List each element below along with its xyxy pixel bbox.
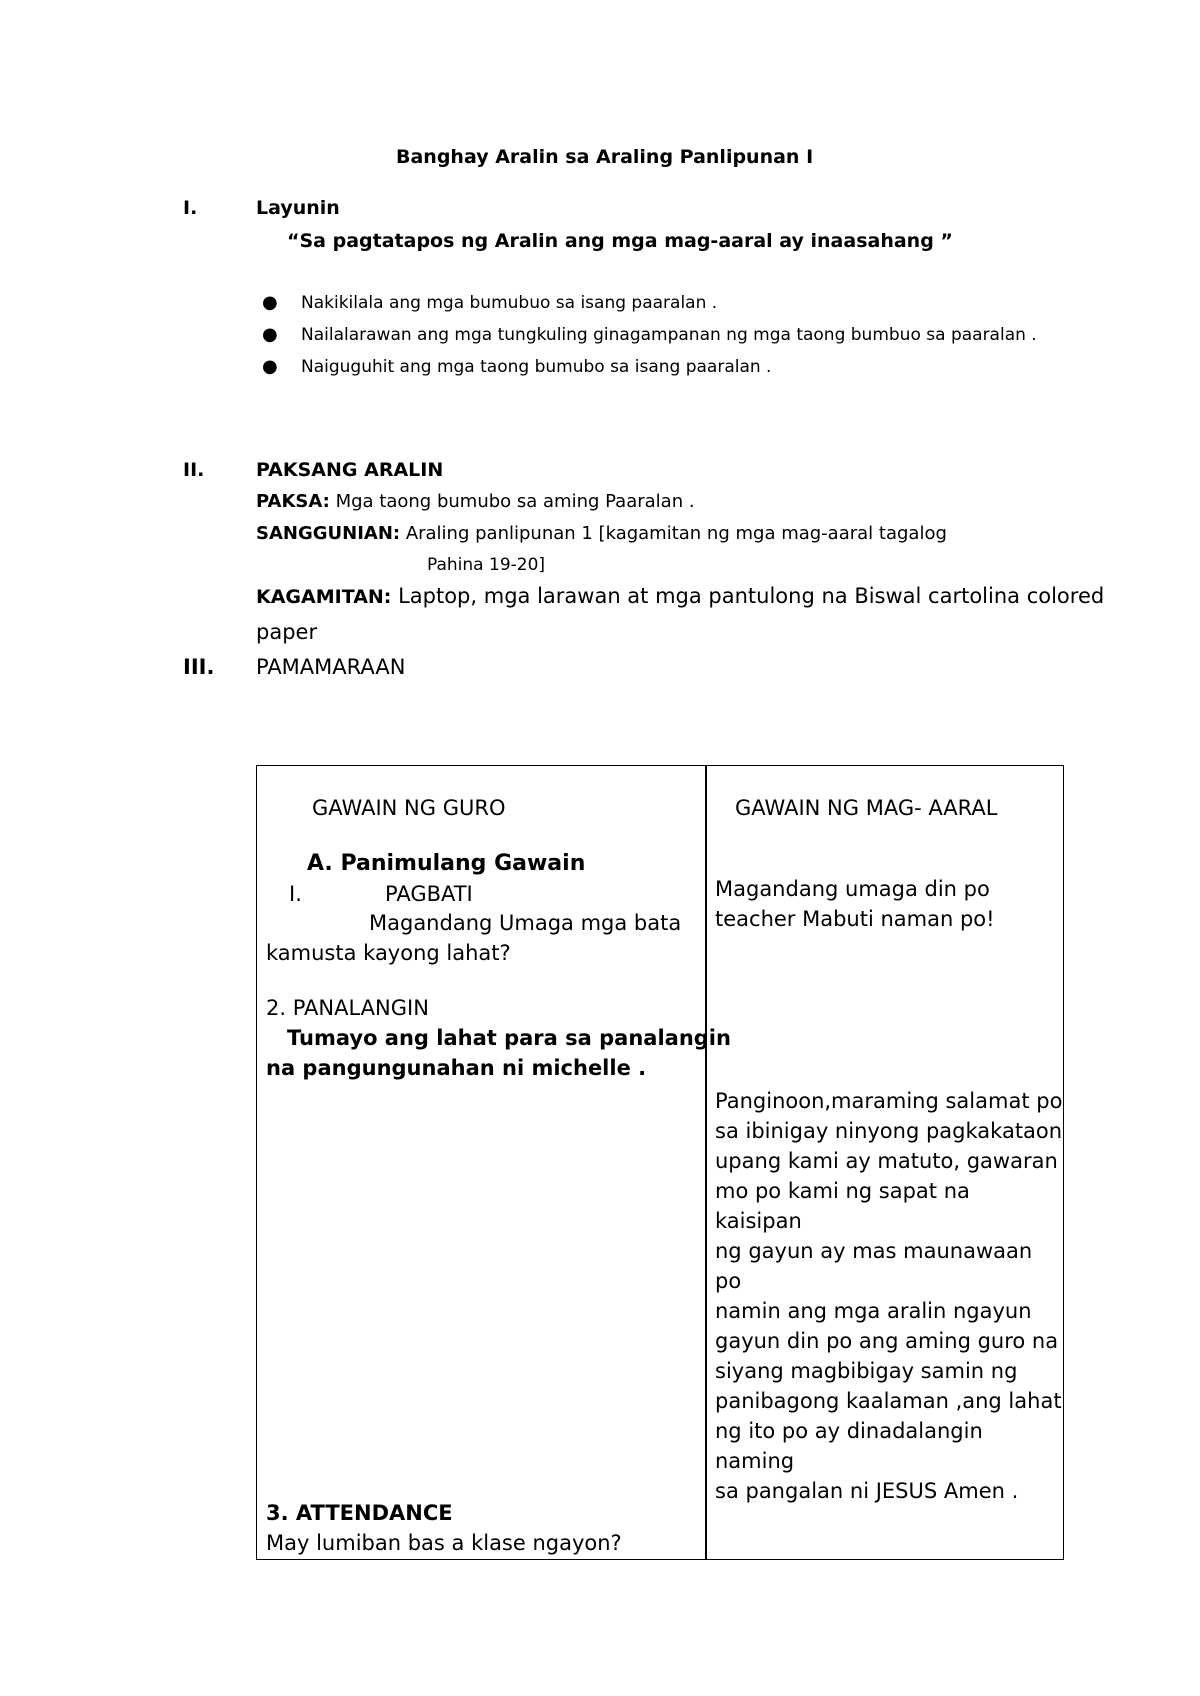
objective-quote: “Sa pagtatapos ng Aralin ang mga mag-aaral ay inaasahang ” [287, 230, 953, 252]
procedure-table [256, 765, 1064, 1560]
section-1-numeral: I. [183, 197, 198, 219]
sanggunian-page: Pahina 19-20] [427, 555, 546, 575]
item-3-title: 3. ATTENDANCE [266, 1501, 453, 1525]
attendance-question: May lumiban bas a klase ngayon? [266, 1531, 622, 1555]
teacher-column-header: GAWAIN NG GURO [312, 796, 506, 820]
item-1-title: PAGBATI [385, 882, 473, 906]
kagamitan-row [256, 584, 1104, 608]
bullet-dot-icon: ● [262, 324, 278, 345]
student-column-header: GAWAIN NG MAG- AARAL [735, 796, 998, 820]
objective-item: Naiguguhit ang mga taong bumubo sa isang paaralan . [301, 357, 772, 377]
subsection-a: A. Panimulang Gawain [307, 851, 586, 876]
prayer-instruction-line-1: Tumayo ang lahat para sa panalangin [287, 1026, 731, 1050]
greeting-line-2: kamusta kayong lahat? [266, 941, 511, 965]
objective-item: Nailalarawan ang mga tungkuling ginagampanan ng mga taong bumbuo sa paaralan . [301, 325, 1037, 345]
paksa-row [256, 491, 695, 512]
section-2-numeral: II. [183, 459, 205, 481]
document-title: Banghay Aralin sa Araling Panlipunan I [396, 146, 814, 168]
bullet-dot-icon: ● [262, 292, 278, 313]
section-3-numeral: III. [183, 655, 215, 679]
bullet-dot-icon: ● [262, 356, 278, 377]
paksa-label: PAKSA: [256, 491, 330, 512]
sanggunian-row [256, 523, 947, 544]
section-2-heading: PAKSANG ARALIN [256, 459, 444, 481]
section-3-heading: PAMAMARAAN [256, 655, 406, 679]
kagamitan-continued: paper [256, 620, 318, 644]
paksa-value: Mga taong bumubo sa aming Paaralan . [329, 491, 695, 512]
sanggunian-value: Araling panlipunan 1 [kagamitan ng mga mag-aaral tagalog [400, 523, 947, 544]
item-2-title: 2. PANALANGIN [266, 996, 429, 1020]
item-1-numeral: I. [289, 882, 302, 906]
sanggunian-label: SANGGUNIAN: [256, 523, 401, 544]
objective-item: Nakikilala ang mga bumubuo sa isang paaralan . [301, 293, 718, 313]
student-greeting-reply: Magandang umaga din po teacher Mabuti naman po! [715, 877, 995, 931]
greeting-line-1: Magandang Umaga mga bata [369, 911, 682, 935]
student-prayer: Panginoon,maraming salamat po sa ibinigay ninyong pagkakataon upang kami ay matuto, gawaran mo po kami ng sapat na kaisipan ng gayun ay mas maunawaan po namin ang mga aralin ngayun gayun din po ang aming guro na siyang magbibigay samin ng panibagong kaalaman ,ang lahat ng ito po ay dinadalangin naming sa pangalan ni JESUS Amen . [715, 1089, 1063, 1503]
section-1-heading: Layunin [256, 197, 340, 219]
column-divider [705, 766, 707, 1559]
kagamitan-value: Laptop, mga larawan at mga pantulong na Biswal cartolina colored [391, 584, 1105, 608]
kagamitan-label: KAGAMITAN: [256, 586, 392, 608]
prayer-instruction-line-2: na pangungunahan ni michelle . [266, 1056, 647, 1080]
